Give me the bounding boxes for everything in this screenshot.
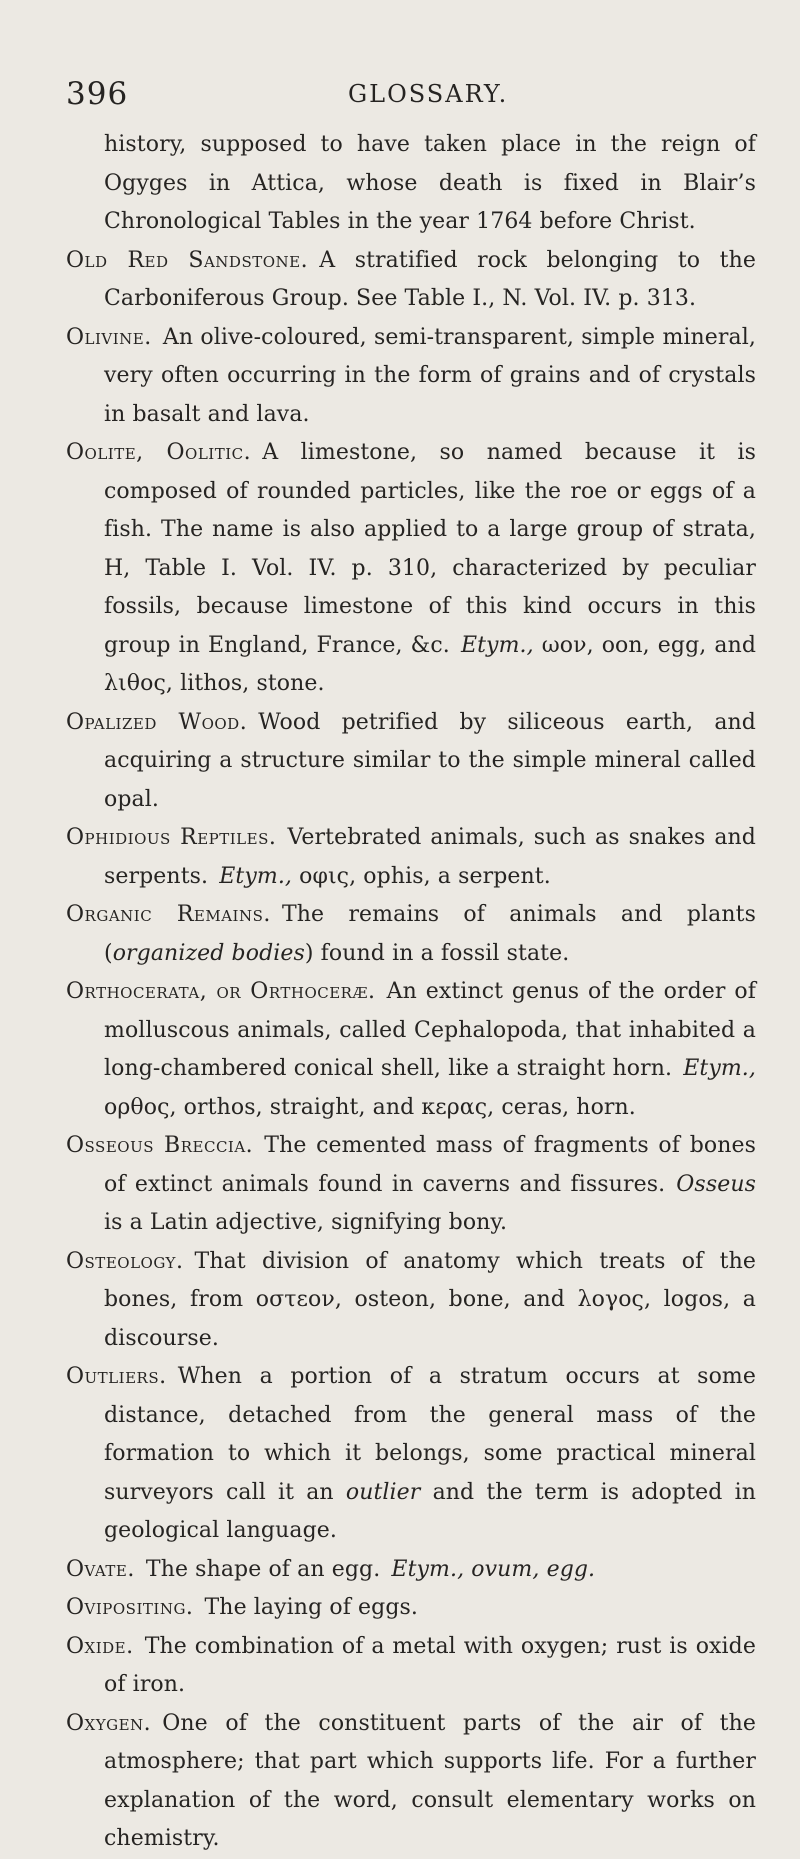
entry-text: A limestone, so named because it is composed of rounded particles, like the roe or eggs of a fish. The name is also applied to a large group of strata, H, Table I. Vol. IV. p. 310, characterized by peculiar fossils, because limestone of this kind occurs in this group in England, France, &c. — [104, 440, 756, 658]
glossary-entry — [66, 1551, 756, 1590]
entry-text: The cemented mass of fragments of bones of extinct animals found in caverns and fissures. — [104, 1133, 756, 1197]
glossary-entry-continued — [66, 126, 756, 242]
entry-text: history, supposed to have taken place in the reign of Ogyges in Attica, whose death is fixed in Blair’s Chronological Tables in the year 1764 before Christ. — [104, 132, 756, 234]
glossary-entry — [66, 1358, 756, 1551]
glossary-entry — [66, 1589, 756, 1628]
entry-term: Oxygen. — [66, 1710, 152, 1736]
etymology-label: Etym., — [219, 863, 293, 889]
entry-text: Vertebrated animals, such as snakes and serpents. — [104, 825, 756, 889]
entry-term: Orthocerata, or Orthoceræ. — [66, 979, 376, 1004]
entry-term: Osseous Breccia. — [66, 1133, 254, 1158]
glossary-entry — [66, 973, 756, 1127]
entry-term: Ophidious Reptiles. — [66, 825, 277, 850]
glossary-entry — [66, 319, 756, 435]
entry-term: Ovate. — [66, 1556, 135, 1582]
etymology-label: Etym., — [460, 632, 534, 658]
entry-text: One of the constituent parts of the air of the atmosphere; that part which supports life. For a further explanation of the word, consult elementary works on chemistry. — [104, 1710, 756, 1851]
glossary-entry — [66, 434, 756, 704]
glossary-entry — [66, 1127, 756, 1243]
etymology-text: οφις, ophis, a serpent. — [299, 863, 551, 889]
entry-text: The remains of animals and plants ( — [104, 902, 756, 966]
entry-text: An extinct genus of the order of molluscous animals, called Cephalopoda, that inhabited a long-chambered conical shell, like a straight horn. — [104, 979, 756, 1081]
glossary-entry — [66, 1243, 756, 1359]
entry-italic-text: outlier — [345, 1479, 421, 1505]
entry-term: Ovipositing. — [66, 1595, 194, 1620]
page-number: 396 — [66, 76, 129, 112]
entry-italic-text: Osseus — [676, 1171, 756, 1197]
etymology-text: ορθος, orthos, straight, and κερας, ceras, horn. — [104, 1094, 636, 1120]
entry-term: Oxide. — [66, 1633, 134, 1659]
entry-term: Osteology. — [66, 1248, 184, 1274]
etymology-label: Etym., — [683, 1056, 756, 1081]
entry-text: A stratified rock belonging to the Carboniferous Group. See Table I., N. Vol. IV. p. 313. — [104, 247, 756, 311]
entry-text-end: is a Latin adjective, signifying bony. — [104, 1210, 508, 1235]
page-header — [66, 76, 756, 120]
glossary-entry — [66, 1628, 756, 1705]
entry-text-end: and the term is adopted in geological language. — [104, 1479, 756, 1543]
entry-term: Outliers. — [66, 1364, 167, 1389]
entry-italic-text: organized bodies — [112, 940, 305, 966]
etymology-text: ωον, oon, egg, and λιθος, lithos, stone. — [104, 632, 757, 696]
glossary-entry — [66, 1705, 756, 1859]
entry-text: The combination of a metal with oxygen; rust is oxide of iron. — [104, 1633, 756, 1697]
glossary-entry — [66, 242, 756, 319]
entry-text: An olive-coloured, semi-transparent, simple mineral, very often occurring in the form of grains and of crystals in basalt and lava. — [104, 324, 756, 427]
entry-text: The laying of eggs. — [204, 1595, 418, 1620]
entry-term: Olivine. — [66, 324, 152, 350]
entry-text: That division of anatomy which treats of the bones, from οστεον, osteon, bone, and λογος, logos, a discourse. — [104, 1248, 756, 1351]
glossary-entries — [66, 126, 756, 1859]
entry-term: Old Red Sandstone. — [66, 247, 309, 273]
etymology-text: ovum, egg. — [471, 1556, 596, 1582]
entry-term: Oolite, Oolitic. — [66, 440, 252, 465]
entry-text-end: ) found in a fossil state. — [304, 940, 570, 966]
running-head: GLOSSARY. — [348, 80, 509, 108]
glossary-entry — [66, 819, 756, 896]
entry-text: When a portion of a stratum occurs at some distance, detached from the general mass of the formation to which it belongs, some practical mineral surveyors call it an — [104, 1364, 756, 1505]
glossary-entry — [66, 896, 756, 973]
entry-term: Opalized Wood. — [66, 709, 248, 735]
glossary-entry — [66, 704, 756, 820]
etymology-label: Etym., — [391, 1556, 465, 1582]
entry-text: Wood petrified by siliceous earth, and acquiring a structure similar to the simple mineral called opal. — [104, 709, 756, 812]
entry-term: Organic Remains. — [66, 902, 271, 927]
entry-text: The shape of an egg. — [145, 1556, 381, 1582]
